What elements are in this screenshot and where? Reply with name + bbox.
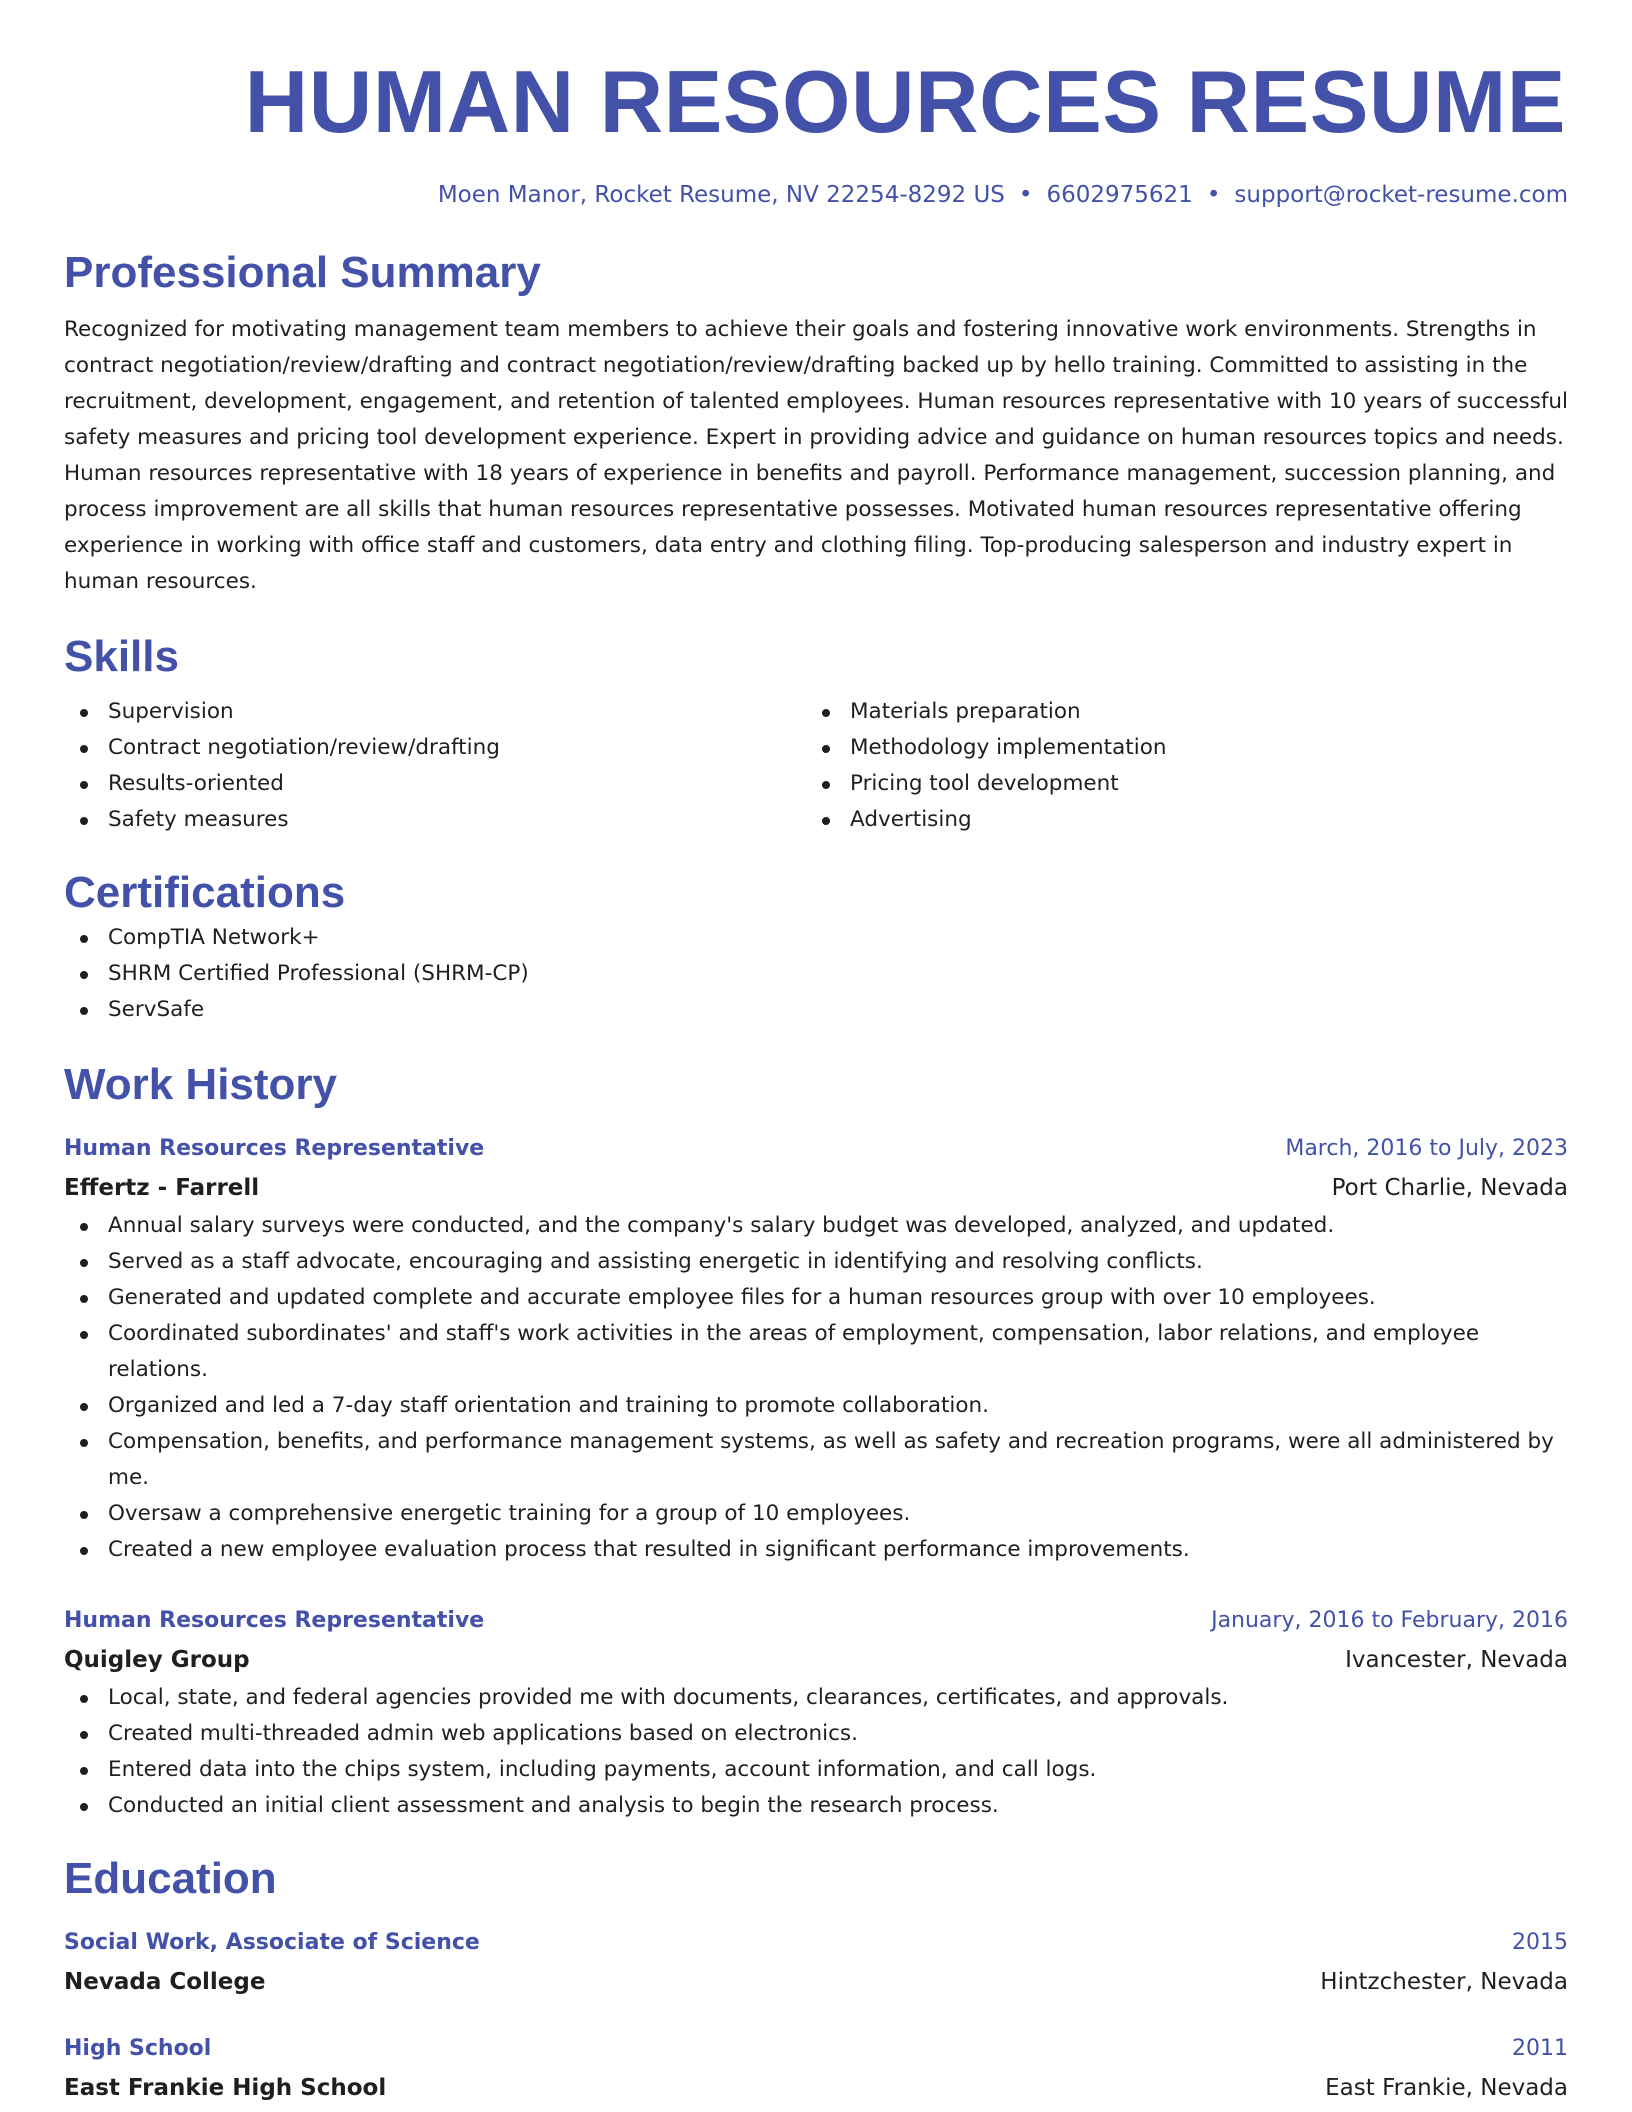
job-bullet: Created a new employee evaluation process that resulted in significant performance improvements. xyxy=(64,1532,1568,1568)
education-degree: High School xyxy=(64,2036,212,2061)
job-bullet: Compensation, benefits, and performance management systems, as well as safety and recreation programs, were all administered by me. xyxy=(64,1424,1568,1496)
contact-separator: • xyxy=(1206,182,1221,208)
education-year: 2015 xyxy=(1512,1930,1568,1955)
skill-item: Safety measures xyxy=(64,802,806,838)
job-bullet: Conducted an initial client assessment and analysis to begin the research process. xyxy=(64,1788,1568,1824)
job-title: Human Resources Representative xyxy=(64,1136,485,1161)
skills-heading: Skills xyxy=(64,632,179,681)
job-header xyxy=(64,1602,1568,1640)
job-dates: March, 2016 to July, 2023 xyxy=(1285,1136,1568,1161)
skill-item: Advertising xyxy=(806,802,1568,838)
skill-item: Methodology implementation xyxy=(806,730,1568,766)
skill-item: Supervision xyxy=(64,694,806,730)
certification-item: ServSafe xyxy=(64,992,1568,1028)
job-company: Effertz - Farrell xyxy=(64,1175,260,1201)
certification-item: CompTIA Network+ xyxy=(64,920,1568,956)
education-header xyxy=(64,2030,1568,2068)
education-degree: Social Work, Associate of Science xyxy=(64,1930,480,1955)
job-company: Quigley Group xyxy=(64,1647,250,1673)
job-bullets xyxy=(64,1680,1568,1824)
skill-item: Contract negotiation/review/drafting xyxy=(64,730,806,766)
job-subheader xyxy=(64,1168,1568,1208)
job-entry xyxy=(64,1602,1568,1824)
summary-text: Recognized for motivating management team members to achieve their goals and fostering innovative work environments. Strengths in contract negotiation/review/drafting and contract negotiation/review/drafting backed up by hello training. Committed to assisting in the recruitment, development, engagement, and retention of talented employees. Human resources representative with 10 years of successful safety measures and pricing tool development experience. Expert in providing advice and guidance on human resources topics and needs. Human resources representative with 18 years of experience in benefits and payroll. Performance management, succession planning, and process improvement are all skills that human resources representative possesses. Motivated human resources representative offering experience in working with office staff and customers, data entry and clothing filing. Top-producing salesperson and industry expert in human resources. xyxy=(64,317,1568,594)
job-bullet: Local, state, and federal agencies provided me with documents, clearances, certificates, and approvals. xyxy=(64,1680,1568,1716)
education-subheader xyxy=(64,1962,1568,2002)
job-entry xyxy=(64,1130,1568,1568)
education-header xyxy=(64,1924,1568,1962)
job-location: Ivancester, Nevada xyxy=(1345,1647,1568,1673)
job-bullet: Created multi-threaded admin web applications based on electronics. xyxy=(64,1716,1568,1752)
job-title: Human Resources Representative xyxy=(64,1608,485,1633)
contact-email[interactable]: support@rocket-resume.com xyxy=(1234,182,1568,208)
job-subheader xyxy=(64,1640,1568,1680)
education-school: Nevada College xyxy=(64,1969,266,1995)
education-year: 2011 xyxy=(1512,2036,1568,2061)
skills-column-right xyxy=(806,694,1568,838)
skill-item: Materials preparation xyxy=(806,694,1568,730)
education-subheader xyxy=(64,2068,1568,2108)
certification-item: SHRM Certified Professional (SHRM-CP) xyxy=(64,956,1568,992)
contact-separator: • xyxy=(1018,182,1033,208)
job-bullet: Served as a staff advocate, encouraging and assisting energetic in identifying and resolving conflicts. xyxy=(64,1244,1568,1280)
job-bullets xyxy=(64,1208,1568,1568)
job-location: Port Charlie, Nevada xyxy=(1331,1175,1568,1201)
work-history-heading: Work History xyxy=(64,1060,338,1109)
job-bullet: Organized and led a 7-day staff orientation and training to promote collaboration. xyxy=(64,1388,1568,1424)
skills-column-left xyxy=(64,694,806,838)
job-dates: January, 2016 to February, 2016 xyxy=(1211,1608,1568,1633)
contact-address: Moen Manor, Rocket Resume, NV 22254-8292 US xyxy=(437,182,1005,208)
education-location: Hintzchester, Nevada xyxy=(1320,1969,1568,1995)
education-entry xyxy=(64,2030,1568,2108)
resume-title: HUMAN RESOURCES RESUME xyxy=(244,52,1566,151)
job-bullet: Oversaw a comprehensive energetic training for a group of 10 employees. xyxy=(64,1496,1568,1532)
skills-list xyxy=(64,694,1568,838)
contact-phone[interactable]: 6602975621 xyxy=(1046,182,1193,208)
job-bullet: Coordinated subordinates' and staff's work activities in the areas of employment, compensation, labor relations, and employee relations. xyxy=(64,1316,1568,1388)
summary-heading: Professional Summary xyxy=(64,248,541,297)
education-location: East Frankie, Nevada xyxy=(1325,2075,1568,2101)
education-school: East Frankie High School xyxy=(64,2075,387,2101)
job-bullet: Generated and updated complete and accurate employee files for a human resources group with over 10 employees. xyxy=(64,1280,1568,1316)
contact-line xyxy=(64,180,1568,210)
education-entry xyxy=(64,1924,1568,2002)
job-bullet: Annual salary surveys were conducted, and the company's salary budget was developed, analyzed, and updated. xyxy=(64,1208,1568,1244)
certifications-list xyxy=(64,920,1568,1028)
skill-item: Results-oriented xyxy=(64,766,806,802)
skill-item: Pricing tool development xyxy=(806,766,1568,802)
job-header xyxy=(64,1130,1568,1168)
job-bullet: Entered data into the chips system, including payments, account information, and call logs. xyxy=(64,1752,1568,1788)
certifications-heading: Certifications xyxy=(64,868,346,917)
education-heading: Education xyxy=(64,1854,277,1903)
